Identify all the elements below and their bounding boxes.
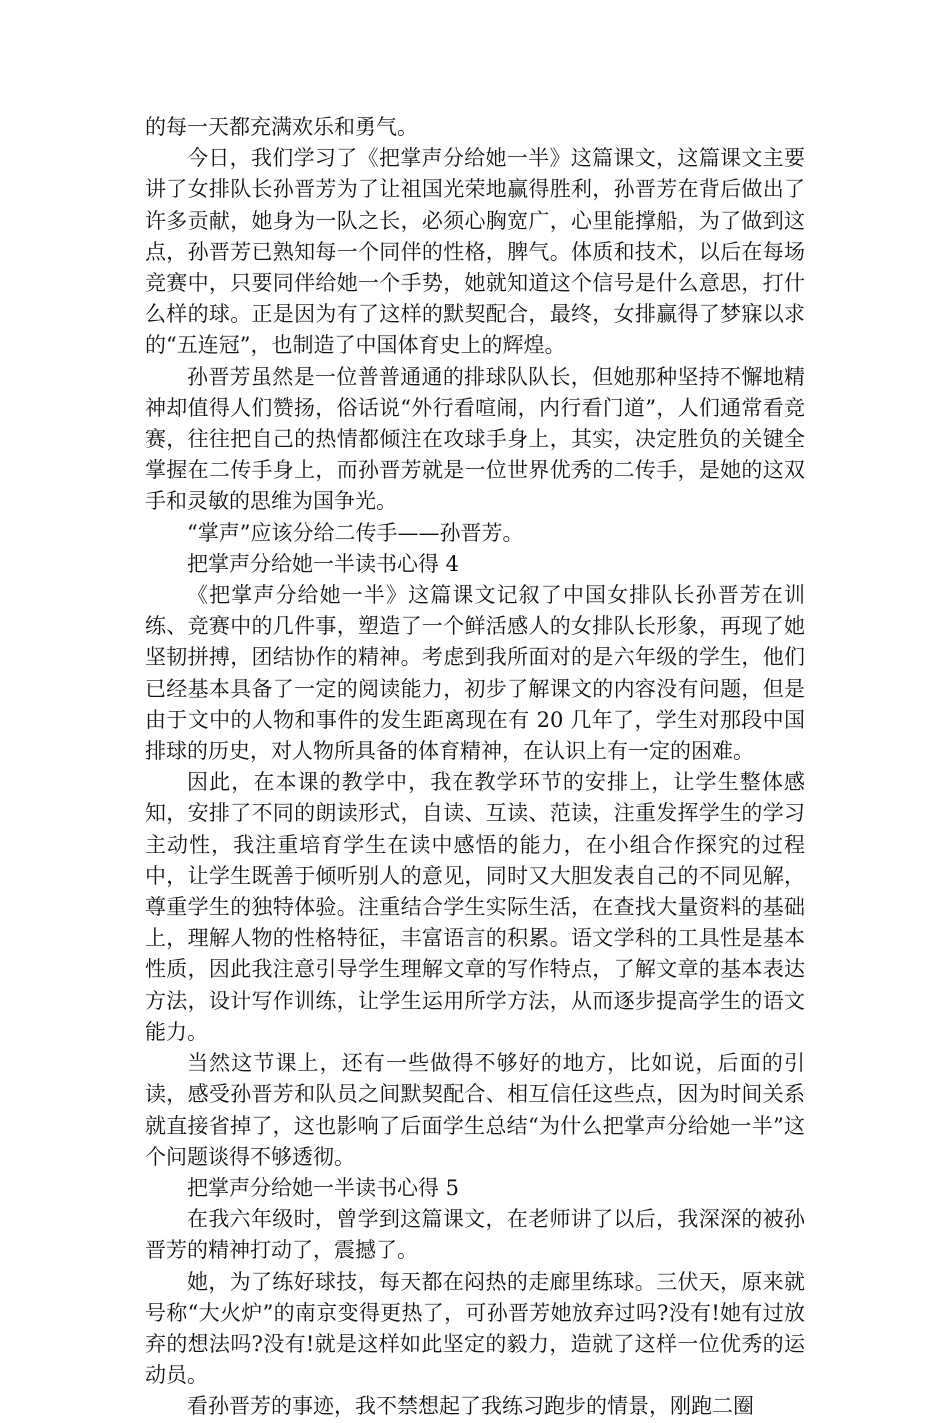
paragraph-teaching-methods: 因此，在本课的教学中，我在教学环节的安排上，让学生整体感知，安排了不同的朗读形式，自读、互读、范读，注重发挥学生的学习主动性，我注重培育学生在读中感悟的能力，在小组合作探究的过程中，让学生既善于倾听别人的意见，同时又大胆发表自己的不同见解，尊重学生的独特体验。注重结合学生实际生活，在查找大量资料的基础上，理解人物的性格特征，丰富语言的积累。语文学科的工具性是基本性质，因此我注意引导学生理解文章的写作特点，了解文章的基本表达方法，设计写作训练，让学生运用所学方法，从而逐步提高学生的语文能力。 xyxy=(145,770,805,1044)
paragraph-running-memory: 看孙晋芳的事迹，我不禁想起了我练习跑步的情景，刚跑二圈 xyxy=(187,1394,754,1419)
paragraph-setter-praise: 孙晋芳虽然是一位普普通通的排球队队长，但她那种坚持不懈地精神却值得人们赞扬，俗话说“外行看喧闹，内行看门道”，人们通常看竞赛，往往把自己的热情都倾注在攻球手身上，其实，决定胜负的关键全掌握在二传手身上，而孙晋芳就是一位世界优秀的二传手，是她的这双手和灵敏的思维为国争光。 xyxy=(145,364,805,514)
paragraph-training-perseverance: 她，为了练好球技，每天都在闷热的走廊里练球。三伏天，原来就号称“大火炉”的南京变得更热了，可孙晋芳她放弃过吗?没有!她有过放弃的想法吗?没有!就是这样如此坚定的毅力，造就了这样一位优秀的运动员。 xyxy=(145,1269,805,1388)
document-body xyxy=(145,112,805,1423)
paragraph-lesson-summary: 今日，我们学习了《把掌声分给她一半》这篇课文，这篇课文主要讲了女排队长孙晋芳为了让祖国光荣地赢得胜利，孙晋芳在背后做出了许多贡献，她身为一队之长，必须心胸宽广，心里能撑船，为了做到这点，孙晋芳已熟知每一个同伴的性格，脾气。体质和技术，以后在每场竞赛中，只要同伴给她一个手势，她就知道这个信号是什么意思，打什么样的球。正是因为有了这样的默契配合，最终，女排赢得了梦寐以求的“五连冠”，也制造了中国体育史上的辉煌。 xyxy=(145,146,805,358)
paragraph-applause-conclusion: “掌声”应该分给二传手——孙晋芳。 xyxy=(187,520,524,545)
paragraph-continuation: 的每一天都充满欢乐和勇气。 xyxy=(145,115,418,139)
paragraph-teaching-context: 《把掌声分给她一半》这篇课文记叙了中国女排队长孙晋芳在训练、竞赛中的几件事，塑造了一个鲜活感人的女排队长形象，再现了她坚韧拼搏，团结协作的精神。考虑到我所面对的是六年级的学生，他们已经基本具备了一定的阅读能力，初步了解课文的内容没有问题，但是由于文中的人物和事件的发生距离现在有 20 几年了，学生对那段中国排球的历史，对人物所具备的体育精神，在认识上有一定的困难。 xyxy=(145,583,805,764)
section-heading-4: 把掌声分给她一半读书心得 4 xyxy=(187,551,460,576)
section-heading-5: 把掌声分给她一半读书心得 5 xyxy=(187,1175,460,1200)
paragraph-teaching-reflection: 当然这节课上，还有一些做得不够好的地方，比如说，后面的引读，感受孙晋芳和队员之间默契配合、相互信任这些点，因为时间关系就直接省掉了，这也影响了后面学生总结“为什么把掌声分给她一半”这个问题谈得不够透彻。 xyxy=(145,1051,805,1169)
paragraph-sixth-grade-memory: 在我六年级时，曾学到这篇课文，在老师讲了以后，我深深的被孙晋芳的精神打动了，震撼了。 xyxy=(145,1207,805,1263)
